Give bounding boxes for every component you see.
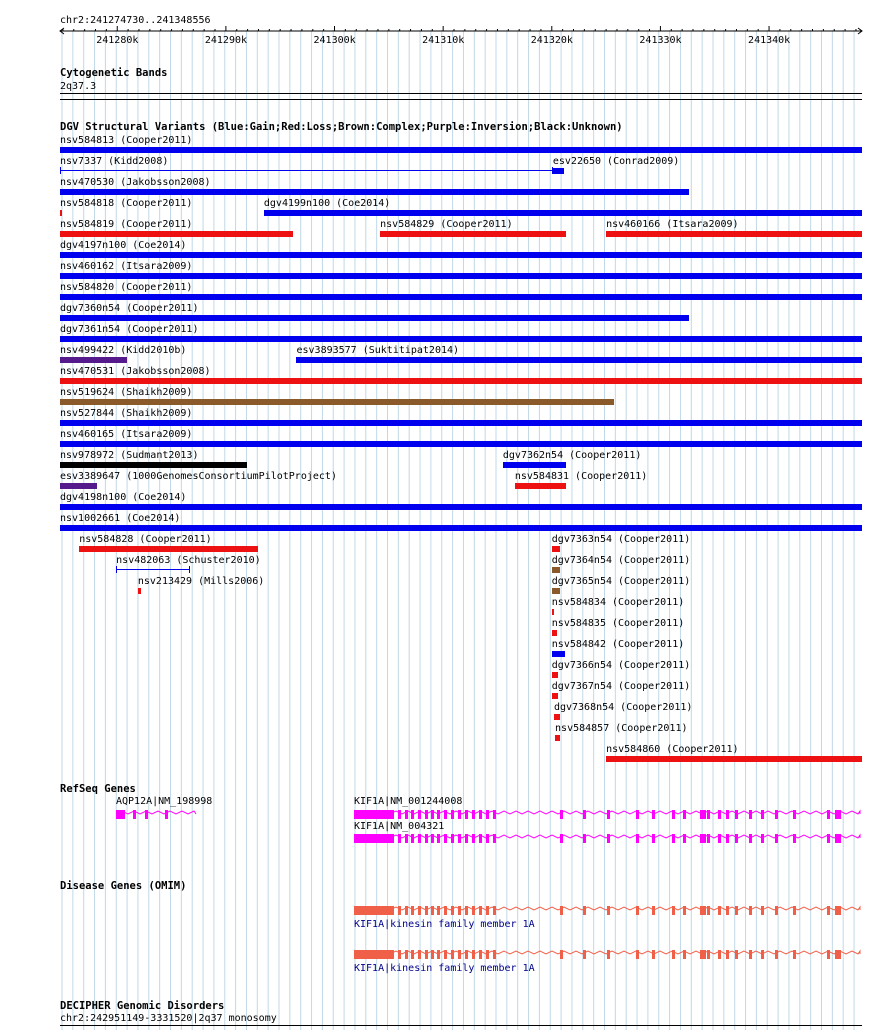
omim-gene-exon [479,950,482,959]
omim-gene-exon [437,950,440,959]
omim-gene-exon [683,950,686,959]
variant-label[interactable]: nsv584860 (Cooper2011) [606,744,739,755]
omim-gene-exon [707,950,710,959]
ruler-tick-label: 241300k [313,35,356,46]
ruler-tick-label: 241320k [530,35,573,46]
ruler-coords: chr2:241274730..241348556 [60,15,211,26]
variant-label[interactable]: dgv4199n100 (Coe2014) [263,198,391,209]
variant-label[interactable]: nsv527844 (Shaikh2009) [60,408,193,419]
omim-gene-exon [761,950,764,959]
variant-label[interactable]: nsv460162 (Itsara2009) [60,261,193,272]
omim-gene-exon [472,950,475,959]
omim-gene-exon [465,950,468,959]
variant-label[interactable]: dgv7368n54 (Cooper2011) [553,702,693,713]
ruler-tick-label: 241280k [96,35,139,46]
variant-label[interactable]: nsv470531 (Jakobsson2008) [60,366,211,377]
variant-label[interactable]: dgv7363n54 (Cooper2011) [551,534,691,545]
omim-gene-exon [405,950,408,959]
ruler-tick-label: 241330k [639,35,682,46]
omim-gene-exon [703,950,706,959]
omim-gene-exon [451,950,454,959]
omim-gene-exon [700,950,703,959]
omim-gene-exon [354,950,394,959]
omim-gene-exon [636,950,639,959]
variant-label[interactable]: nsv584842 (Cooper2011) [551,639,685,650]
variant-label[interactable]: nsv470530 (Jakobsson2008) [60,177,211,188]
omim-gene-exon [425,950,428,959]
omim-gene-exon [726,950,729,959]
variant-label[interactable]: dgv7362n54 (Cooper2011) [502,450,642,461]
decipher-track-title[interactable]: DECIPHER Genomic Disorders [60,1000,225,1012]
omim-gene-label[interactable]: KIF1A|kinesin family member 1A [354,963,535,974]
cytoband-label[interactable]: 2q37.3 [60,81,97,92]
variant-label[interactable]: nsv1002661 (Coe2014) [60,513,181,524]
ruler-tick-label: 241290k [204,35,248,46]
variant-label[interactable]: dgv7365n54 (Cooper2011) [551,576,691,587]
omim-gene-exon [418,950,421,959]
refseq-track-title[interactable]: RefSeq Genes [60,783,136,795]
variant-label[interactable]: esv3893577 (Suktitipat2014) [296,345,460,356]
decipher-line [60,1025,862,1026]
omim-gene-exon [672,950,675,959]
omim-gene-label[interactable]: KIF1A|kinesin family member 1A [354,919,535,930]
omim-gene-exon [749,950,752,959]
ruler-tick-label: 241310k [422,35,465,46]
refseq-gene-label[interactable]: KIF1A|NM_004321 [354,821,445,832]
variant-label[interactable]: dgv7366n54 (Cooper2011) [551,660,691,671]
dgv-track-title[interactable]: DGV Structural Variants (Blue:Gain;Red:Loss;Brown:Complex;Purple:Inversion;Black:Unknown) [60,121,623,133]
omim-gene-exon [560,950,563,959]
omim-gene-exon [486,950,489,959]
omim-gene-exon [583,950,586,959]
variant-label[interactable]: dgv4197n100 (Coe2014) [60,240,187,251]
variant-label[interactable]: dgv4198n100 (Coe2014) [60,492,187,503]
variant-label[interactable]: nsv213429 (Mills2006) [137,576,265,587]
variant-label[interactable]: nsv584819 (Cooper2011) [60,219,193,230]
variant-label[interactable]: nsv584829 (Cooper2011) [380,219,513,230]
variant-label[interactable]: nsv584831 (Cooper2011) [514,471,648,482]
variant-label[interactable]: nsv460165 (Itsara2009) [60,429,193,440]
omim-gene-exon [444,950,447,959]
refseq-gene-label[interactable]: AQP12A|NM_198998 [116,796,213,807]
omim-track-title[interactable]: Disease Genes (OMIM) [60,880,187,892]
variant-label[interactable]: nsv460166 (Itsara2009) [606,219,739,230]
variant-label[interactable]: dgv7360n54 (Cooper2011) [60,303,199,314]
variant-label[interactable]: nsv7337 (Kidd2008) [60,156,169,167]
variant-label[interactable]: nsv499422 (Kidd2010b) [60,345,187,356]
omim-gene-exon [735,950,738,959]
omim-gene-exon [838,950,841,959]
variant-label[interactable]: nsv978972 (Sudmant2013) [60,450,199,461]
omim-gene-exon [398,950,401,959]
variant-label[interactable]: dgv7367n54 (Cooper2011) [551,681,691,692]
omim-gene-exon [718,950,721,959]
variant-label[interactable]: nsv584857 (Cooper2011) [555,723,688,734]
variant-label[interactable]: nsv584818 (Cooper2011) [60,198,193,209]
variant-label[interactable]: nsv584813 (Cooper2011) [60,135,193,146]
variant-label[interactable]: nsv482063 (Schuster2010) [116,555,261,566]
omim-gene-exon [493,950,496,959]
variant-label[interactable]: esv22650 (Conrad2009) [552,156,680,167]
omim-gene-exon [431,950,434,959]
omim-gene-exon [458,950,461,959]
omim-gene-exon [775,950,778,959]
variant-label[interactable]: nsv584828 (Cooper2011) [79,534,212,545]
omim-gene-exon [607,950,610,959]
variant-label[interactable]: dgv7361n54 (Cooper2011) [60,324,199,335]
variant-label[interactable]: nsv584820 (Cooper2011) [60,282,193,293]
decipher-item-label[interactable]: chr2:242951149-3331520|2q37 monosomy [60,1013,277,1024]
omim-gene-exon [827,950,830,959]
variant-label[interactable]: nsv584834 (Cooper2011) [551,597,685,608]
variant-label[interactable]: nsv519624 (Shaikh2009) [60,387,193,398]
ruler-tick-label: 241340k [748,35,791,46]
omim-gene-exon [793,950,796,959]
variant-label[interactable]: nsv584835 (Cooper2011) [551,618,685,629]
refseq-gene-label[interactable]: KIF1A|NM_001244008 [354,796,463,807]
omim-gene-exon [835,950,838,959]
cytoband-track-title[interactable]: Cytogenetic Bands [60,67,168,79]
variant-label[interactable]: dgv7364n54 (Cooper2011) [551,555,691,566]
omim-gene-exon [411,950,414,959]
omim-gene-exon [652,950,655,959]
variant-label[interactable]: esv3389647 (1000GenomesConsortiumPilotProject) [60,471,337,482]
